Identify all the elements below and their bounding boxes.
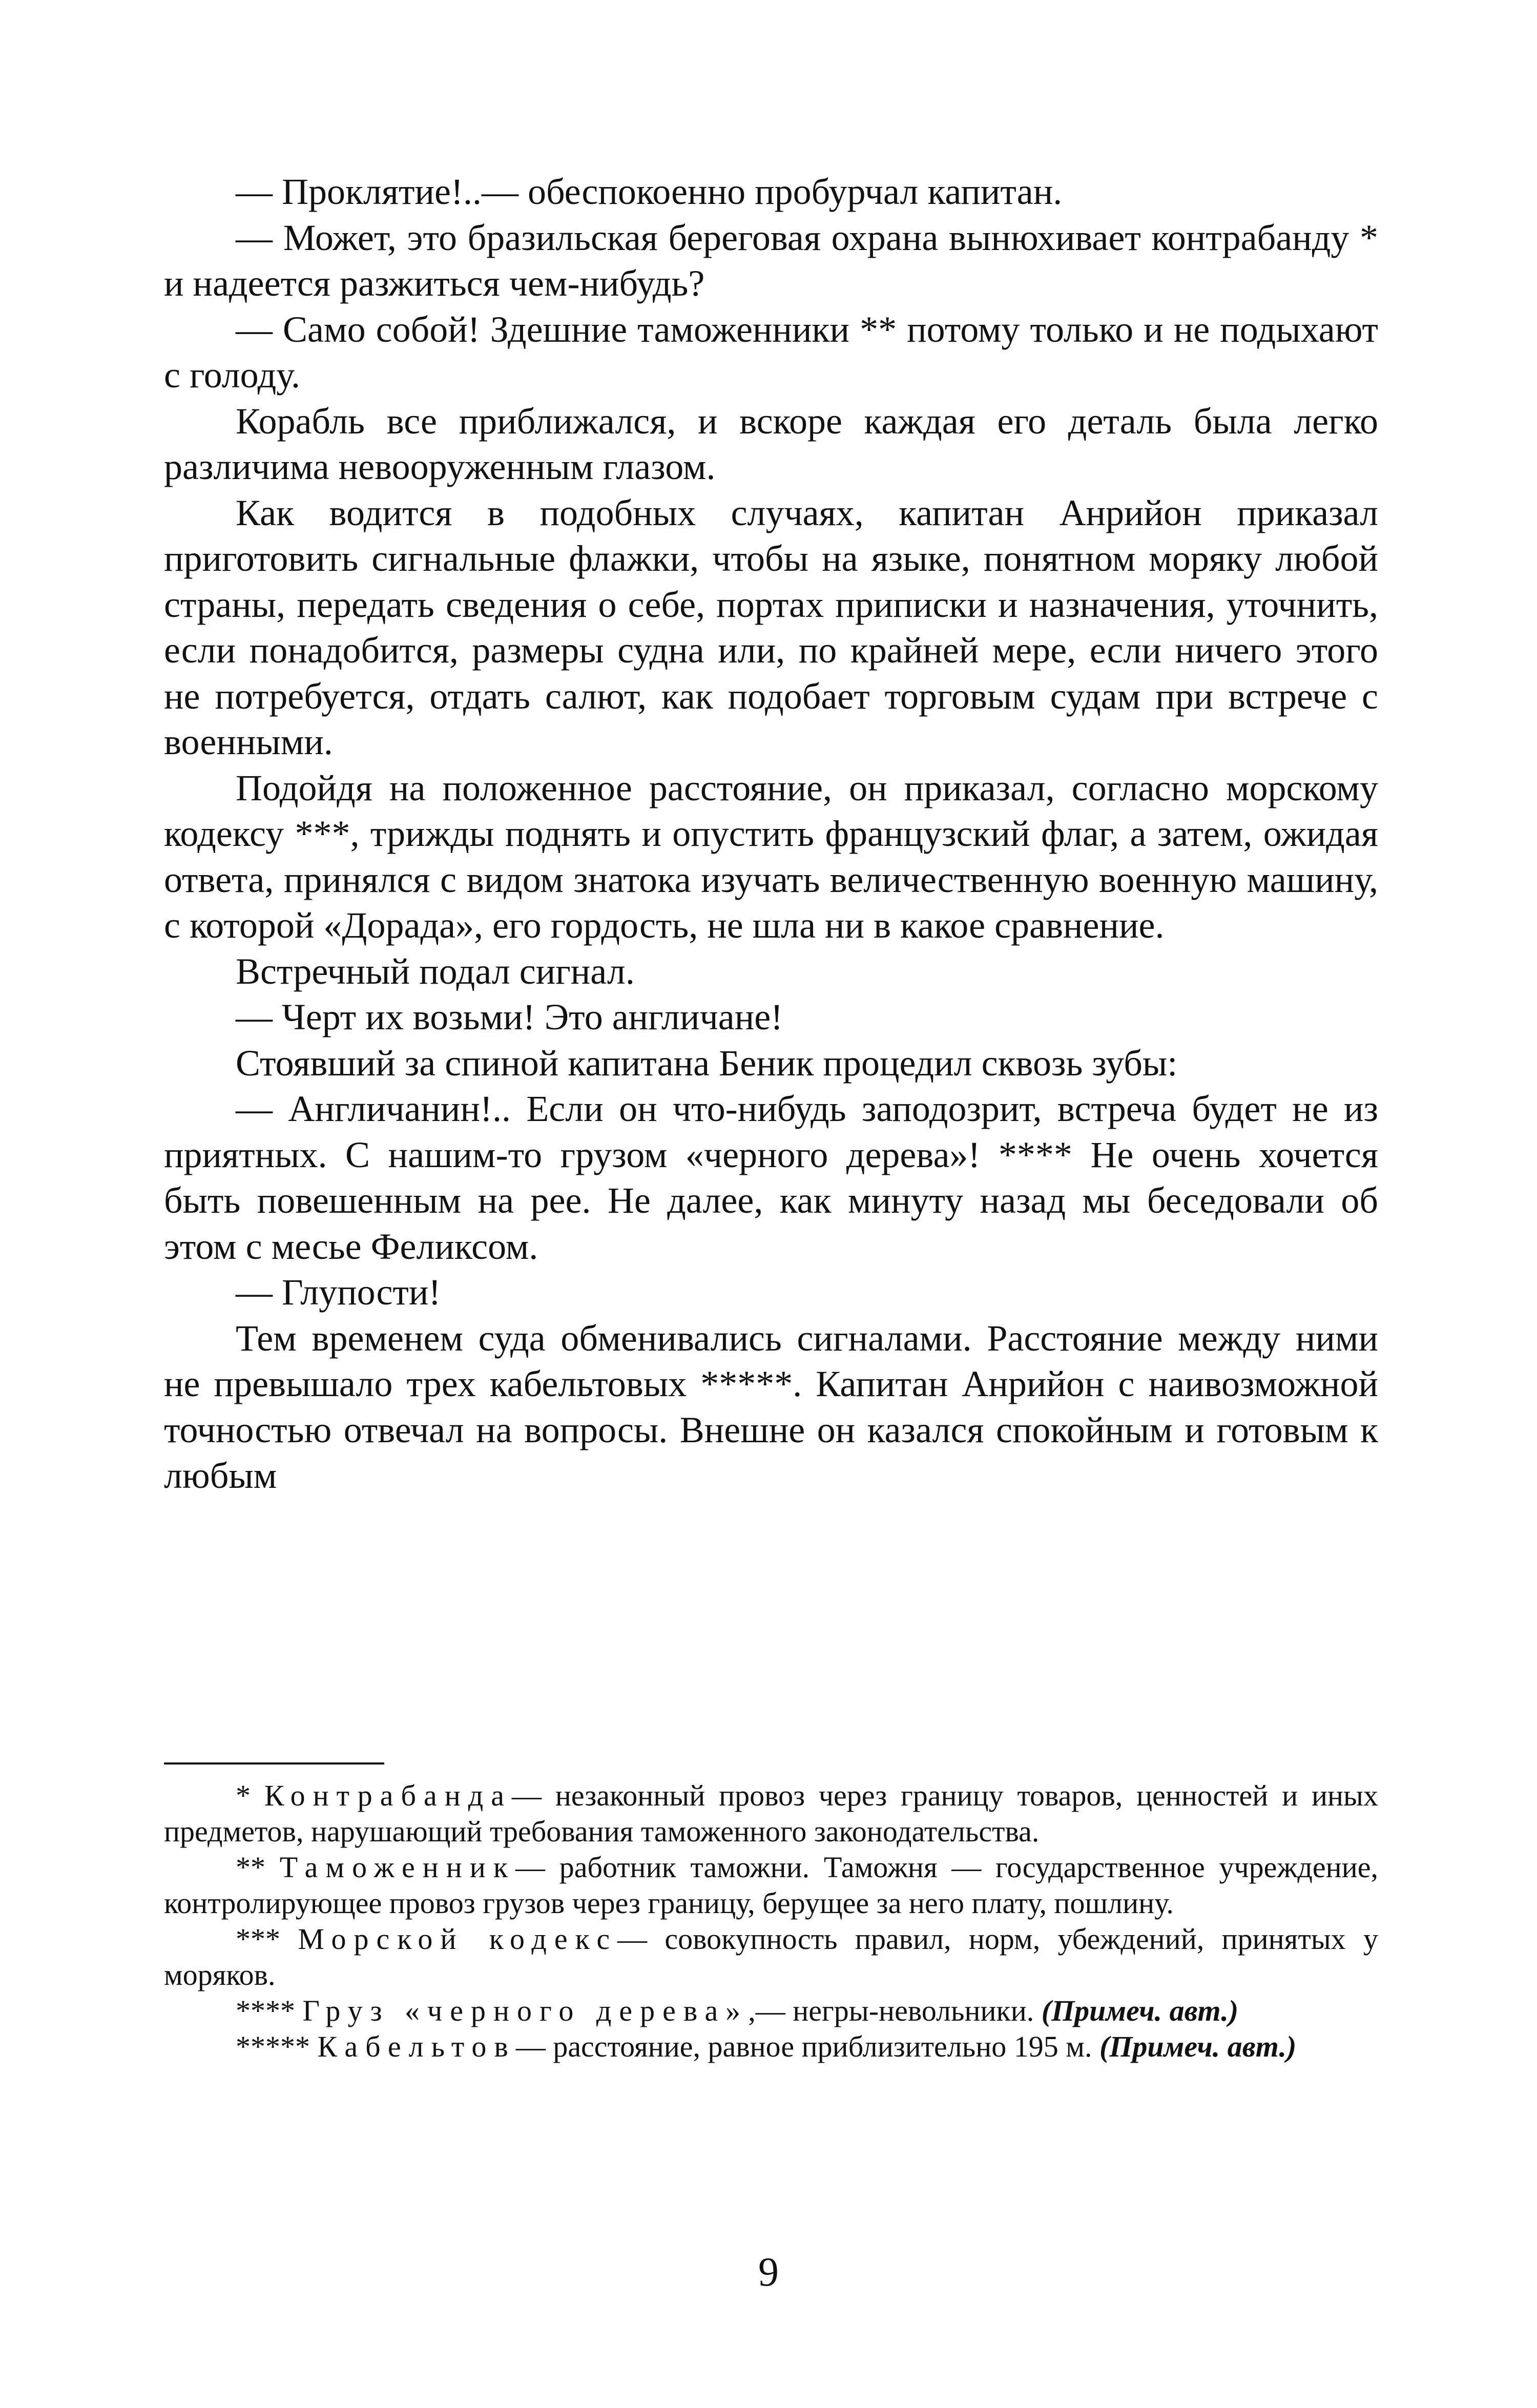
footnote	[164, 1993, 1378, 2029]
footnote	[164, 1921, 1378, 1993]
paragraph: — Черт их возьми! Это англичане!	[236, 997, 783, 1037]
footnote-note: (Примеч. авт.)	[1041, 1994, 1239, 2027]
paragraph: Стоявший за спиной капитана Беник процедил сквозь зубы:	[236, 1042, 1178, 1084]
footnote-text: ,— негры-невольники.	[748, 1994, 1042, 2027]
page-number: 9	[758, 2250, 779, 2295]
footnote-mark: **	[236, 1851, 280, 1884]
paragraph: — Проклятие!..— обеспокоенно пробурчал капитан.	[236, 171, 1063, 212]
footnote-text: — совокупность правил, норм, убеждений, принятых у моряков.	[164, 1922, 1378, 1991]
footnote-mark: *	[236, 1779, 264, 1812]
footnote-text: — работник таможни. Таможня — государственное учреждение, контролирующее провоз грузов через границу, берущее за него плату, пошлину.	[164, 1851, 1379, 1920]
footnote-divider	[164, 1762, 384, 1765]
footnote	[164, 1850, 1378, 1921]
footnote	[164, 2029, 1378, 2065]
footnote-mark: ***	[236, 1922, 298, 1956]
footnote-term: Кабельтов	[317, 2030, 516, 2063]
paragraph: Встречный подал сигнал.	[236, 950, 635, 992]
footnote-term: Морской кодекс	[298, 1922, 618, 1956]
footnotes	[164, 1778, 1378, 2065]
paragraph: Как водится в подобных случаях, капитан Анрийон приказал приготовить сигнальные флажки, чтобы на языке, понятном моряку любой страны, передать сведения о себе, портах приписки и назначения, уточнить, если понадобится, размеры судна или, по крайней мере, если ничего этого не потребуется, отдать салют, как подобает торговым судам при встрече с военными.	[164, 492, 1378, 762]
footnote-mark: ****	[236, 1994, 303, 2027]
paragraph: Тем временем суда обменивались сигналами. Расстояние между ними не превышало трех кабельтовых *****. Капитан Анрийон с наивозможной точностью отвечал на вопросы. Внешне он казался спокойным и готовым к любым	[164, 1317, 1378, 1496]
paragraph: Подойдя на положенное расстояние, он приказал, согласно морскому кодексу ***, трижды поднять и опустить французский флаг, а затем, ожидая ответа, принялся с видом знатока изучать величественную военную машину, с которой «Дорада», его гордость, не шла ни в какое сравнение.	[164, 767, 1378, 946]
footnote-term: Груз «черного дерева»	[302, 1994, 749, 2027]
main-text	[164, 169, 1378, 1499]
footnote-text: — незаконный провоз через границу товаров, ценностей и иных предметов, нарушающий требования таможенного законодательства.	[164, 1779, 1378, 1848]
paragraph: — Само собой! Здешние таможенники ** потому только и не подыхают с голоду.	[164, 308, 1378, 396]
footnote-mark: *****	[236, 2030, 318, 2063]
paragraph: — Англичанин!.. Если он что-нибудь заподозрит, встреча будет не из приятных. С нашим-то грузом «черного дерева»! **** Не очень хочется быть повешенным на рее. Не далее, как минуту назад мы беседовали об этом с месье Феликсом.	[164, 1088, 1378, 1267]
footnote-text: — расстояние, равное приблизительно 195 м.	[515, 2030, 1099, 2063]
paragraph: Корабль все приближался, и вскоре каждая его деталь была легко различима невооруженным глазом.	[164, 400, 1378, 487]
footnote-term: Контрабанда	[264, 1779, 512, 1812]
paragraph: — Глупости!	[236, 1272, 441, 1313]
paragraph: — Может, это бразильская береговая охрана вынюхивает контрабанду * и надеется разжиться чем-нибудь?	[164, 217, 1378, 304]
footnote-term: Таможенник	[279, 1851, 516, 1884]
footnote	[164, 1778, 1378, 1850]
footnote-note: (Примеч. авт.)	[1099, 2030, 1297, 2063]
